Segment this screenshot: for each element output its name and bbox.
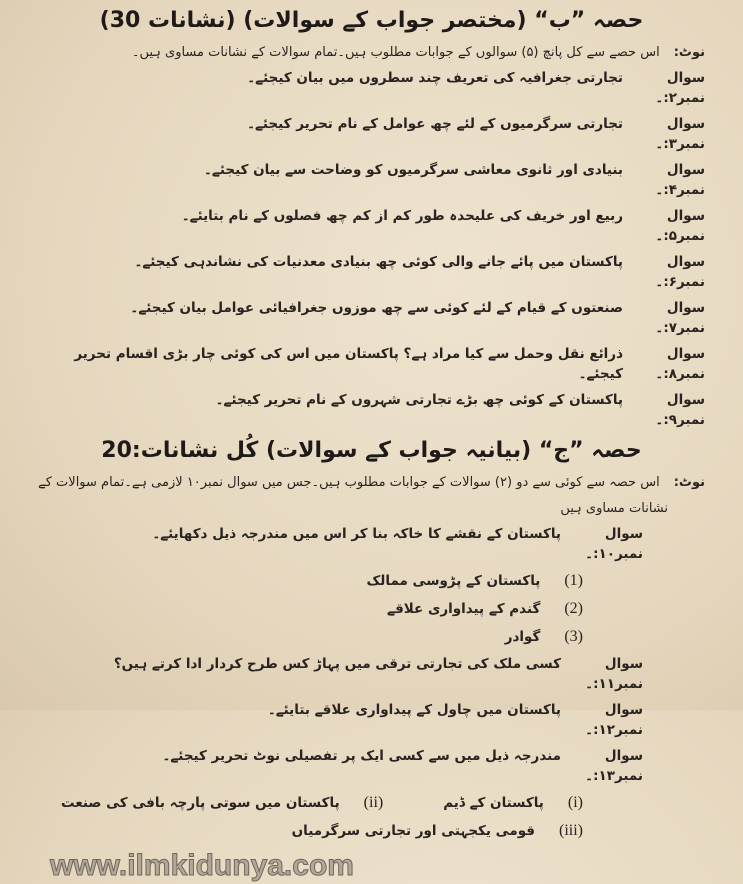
question-text: مندرجہ ذیل میں سے کسی ایک پر تفصیلی نوٹ تحریر کیجئے۔ (162, 748, 561, 764)
item-text: گندم کے پیداواری علاقے (387, 601, 541, 617)
question-text: کسی ملک کی تجارتی ترقی میں پہاڑ کس طرح کردار ادا کرتے ہیں؟ (113, 656, 561, 672)
note-text: اس حصے سے کل پانچ (۵) سوالوں کے جوابات مطلوب ہیں۔تمام سوالات کے نشانات مساوی ہیں۔ (131, 45, 660, 60)
item-number: (2) (564, 600, 583, 617)
question-label: سوال نمبر۵:۔ (655, 208, 705, 244)
question-label: سوال نمبر۴:۔ (655, 162, 705, 198)
item-number: (3) (564, 628, 583, 645)
question-8 (30, 344, 705, 384)
watermark: www.ilmkidunya.com (50, 849, 354, 882)
map-item (30, 598, 583, 620)
question-4 (30, 160, 705, 200)
map-item (30, 570, 583, 592)
item-number: (iii) (559, 822, 583, 839)
question-label: سوال نمبر۱۰:۔ (585, 526, 643, 562)
question-3 (30, 114, 705, 154)
question-text: بنیادی اور ثانوی معاشی سرگرمیوں کو وضاحت سے بیان کیجئے۔ (204, 162, 623, 178)
note-label: نوٹ: (673, 475, 705, 490)
question-label: سوال نمبر۹:۔ (655, 392, 705, 428)
question-5 (30, 206, 705, 246)
question-label: سوال نمبر۳:۔ (655, 116, 705, 152)
topic-item (61, 792, 383, 814)
question-text: ذرائع نقل وحمل سے کیا مراد ہے؟ پاکستان میں اس کی کوئی چار بڑی اقسام تحریر کیجئے۔ (74, 346, 623, 382)
question-label: سوال نمبر۷:۔ (655, 300, 705, 336)
section-b-title: حصہ ”ب“ (مختصر جواب کے سوالات) (نشانات 30) (99, 8, 644, 33)
note-label: نوٹ: (673, 45, 705, 60)
section-c-note (30, 472, 705, 493)
question-text: پاکستان میں چاول کے پیداواری علاقے بتایئے۔ (267, 702, 561, 718)
item-text: پاکستان کے ڈیم (443, 795, 544, 811)
item-text: پاکستان کے پڑوسی ممالک (366, 573, 541, 589)
question-text: ربیع اور خریف کی علیحدہ طور کم از کم چھ فصلوں کے نام بتایئے۔ (181, 208, 623, 224)
question-label: سوال نمبر۱۲:۔ (585, 702, 643, 738)
question-label: سوال نمبر۶:۔ (655, 254, 705, 290)
note-text: اس حصہ سے کوئی سے دو (۲) سوالات کے جوابات مطلوب ہیں۔جس میں سوال نمبر۱۰ لازمی ہے۔تمام سوالات کے (38, 475, 660, 490)
question-label: سوال نمبر۱۳:۔ (585, 748, 643, 784)
question-11 (30, 654, 643, 694)
question-label: سوال نمبر۱۱:۔ (585, 656, 643, 692)
question-10 (30, 524, 643, 564)
question-label: سوال نمبر۲:۔ (655, 70, 705, 106)
question-text: پاکستان میں پائے جانے والی کوئی چھ بنیادی معدنیات کی نشاندہی کیجئے۔ (134, 254, 623, 270)
question-9 (30, 390, 705, 430)
note-continuation: نشانات مساوی ہیں (560, 501, 668, 516)
item-number: (1) (564, 572, 583, 589)
topic-item (30, 820, 583, 842)
question-2 (30, 68, 705, 108)
topic-item (443, 792, 583, 814)
section-b-note (30, 42, 705, 63)
item-number: (ii) (363, 794, 384, 811)
question-12 (30, 700, 643, 740)
section-c-title: حصہ ”ج“ (بیانیہ جواب کے سوالات) کُل نشانات:20 (101, 438, 642, 463)
item-text: گوادر (504, 629, 541, 645)
question-text: صنعتوں کے قیام کے لئے کوئی سے چھ موزوں جغرافیائی عوامل بیان کیجئے۔ (130, 300, 623, 316)
question-13 (30, 746, 643, 786)
item-number: (i) (567, 794, 583, 811)
question-text: تجارتی سرگرمیوں کے لئے چھ عوامل کے نام تحریر کیجئے۔ (247, 116, 623, 132)
question-6 (30, 252, 705, 292)
question-text: پاکستان کے نقشے کا خاکہ بنا کر اس میں مندرجہ ذیل دکھایئے۔ (152, 526, 561, 542)
item-text: پاکستان میں سوتی پارچہ بافی کی صنعت (60, 795, 340, 811)
item-text: قومی یکجہتی اور تجارتی سرگرمیاں (291, 823, 535, 839)
question-7 (30, 298, 705, 338)
question-label: سوال نمبر۸:۔ (655, 346, 705, 382)
question-text: پاکستان کے کوئی چھ بڑے تجارتی شہروں کے نام تحریر کیجئے۔ (215, 392, 623, 408)
topic-row (30, 792, 583, 814)
question-text: تجارتی جغرافیہ کی تعریف چند سطروں میں بیان کیجئے۔ (247, 70, 623, 86)
map-item (30, 626, 583, 648)
